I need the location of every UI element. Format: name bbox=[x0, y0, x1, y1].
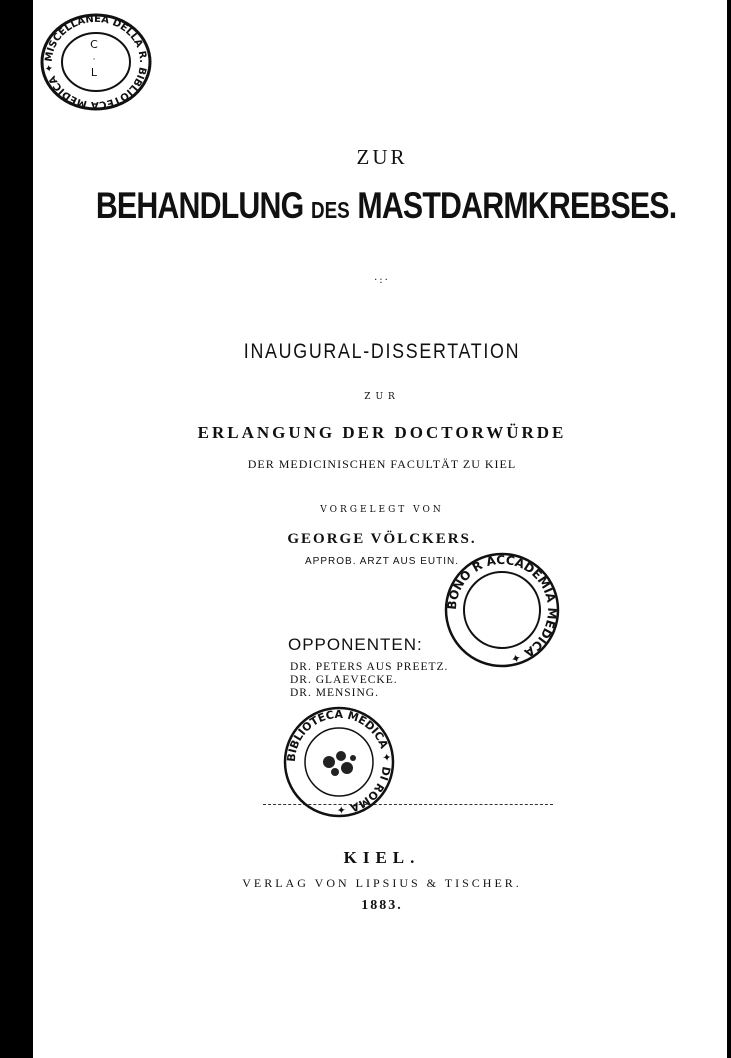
svg-text:BIBLIOTECA MEDICA ✦ DI ROMA ✦: BIBLIOTECA MEDICA ✦ DI ROMA ✦ bbox=[284, 707, 394, 817]
library-stamp-bottom bbox=[283, 706, 395, 818]
opponent-item: DR. GLAEVECKE. bbox=[290, 674, 398, 686]
imprint-publisher: VERLAG VON LIPSIUS & TISCHER. bbox=[242, 876, 522, 890]
main-title bbox=[95, 185, 677, 227]
opponent-item: DR. PETERS AUS PREETZ. bbox=[290, 661, 449, 673]
opponent-item: DR. MENSING. bbox=[290, 687, 379, 699]
opponents-list bbox=[290, 661, 448, 700]
purpose-line: ERLANGUNG DER DOCTORWÜRDE bbox=[197, 423, 567, 442]
page-edge bbox=[727, 0, 731, 1058]
presented-by-line: VORGELEGT VON bbox=[320, 505, 444, 515]
title-main-part2: MASTDARMKREBSES. bbox=[357, 185, 677, 226]
svg-text:L: L bbox=[90, 66, 98, 79]
author-name: GEORGE VÖLCKERS. bbox=[287, 531, 477, 547]
zur-line: ZUR bbox=[364, 392, 400, 402]
imprint-city: KIEL. bbox=[343, 848, 421, 867]
svg-text:BONO R ACCADEMIA MEDICA ✦: BONO R ACCADEMIA MEDICA ✦ bbox=[444, 552, 560, 667]
svg-text:·: · bbox=[92, 55, 96, 65]
opponents-heading: OPPONENTEN: bbox=[288, 635, 423, 654]
title-main-part1: BEHANDLUNG bbox=[95, 185, 304, 226]
title-prefix: ZUR bbox=[356, 145, 408, 169]
dissertation-subtitle: INAUGURAL-DISSERTATION bbox=[243, 340, 521, 363]
ornament: ·:· bbox=[374, 275, 390, 286]
opponents-block bbox=[288, 635, 448, 700]
author-note: APPROB. ARZT AUS EUTIN. bbox=[305, 556, 459, 567]
library-stamp-top-left bbox=[38, 12, 154, 112]
library-stamp-right bbox=[440, 552, 564, 667]
imprint-year: 1883. bbox=[361, 898, 403, 913]
svg-text:C: C bbox=[90, 38, 98, 51]
faculty-line: DER MEDICINISCHEN FACULTÄT ZU KIEL bbox=[247, 457, 517, 471]
title-connector: DES bbox=[310, 197, 350, 223]
svg-text:MISCELLANEA DELLA R. BIBLIOTEC: MISCELLANEA DELLA R. BIBLIOTECA MEDICA ✦ bbox=[43, 13, 149, 111]
title-page bbox=[33, 0, 731, 1058]
